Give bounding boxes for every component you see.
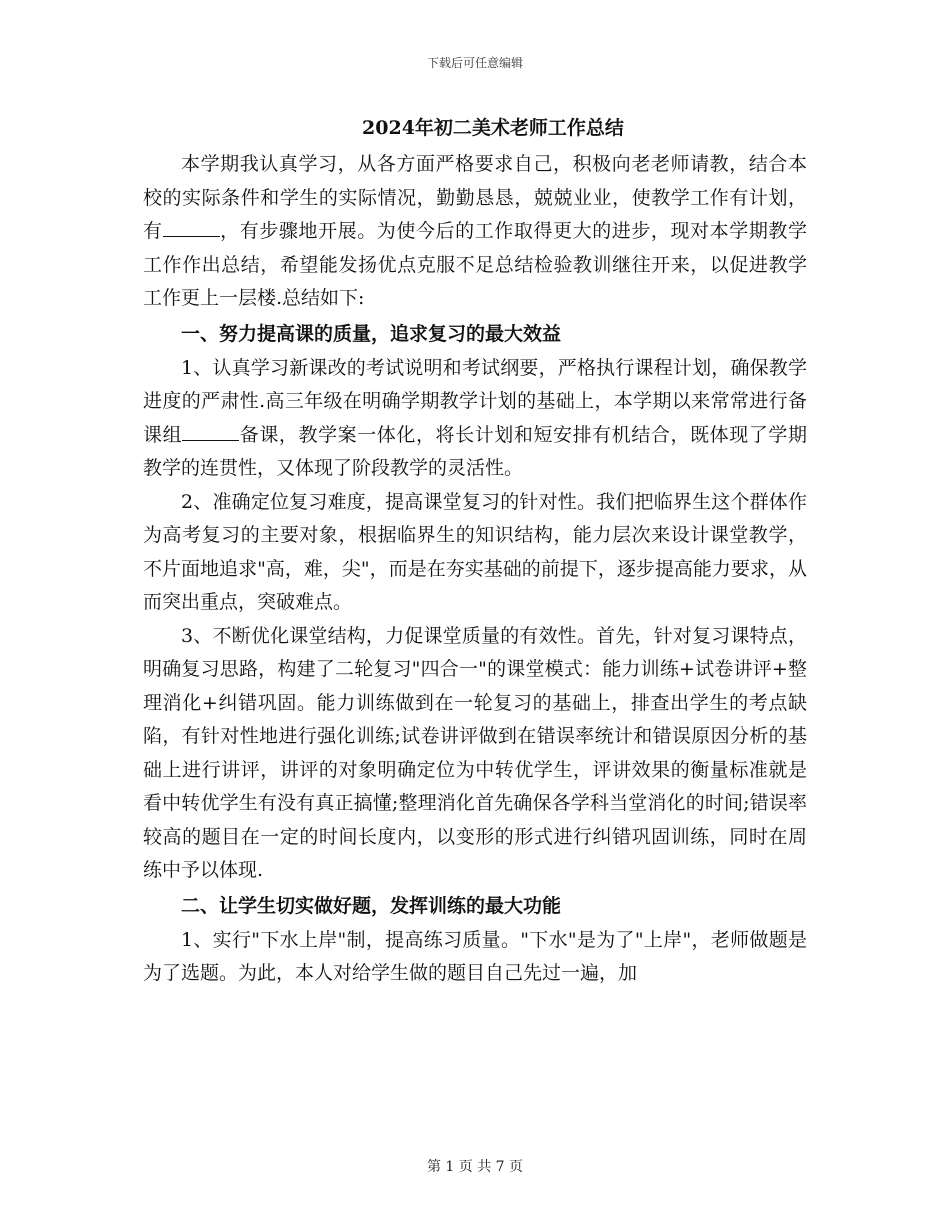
section-heading-2: 二、让学生切实做好题，发挥训练的最大功能: [181, 894, 562, 917]
header-note: 下载后可任意编辑: [426, 56, 523, 70]
section2-paragraph-1: 1、实行"下水上岸"制，提高练习质量。"下水"是为了"上岸"，老师做题是为了选题。为此，本人对给学生做的题目自己先过一遍，加: [143, 928, 807, 984]
intro-text-part1: 本学期我认真学习，从各方面严格要求自己，积极向老老师请教，结合本校的实际条件和学生的实际情况，勤勤恳恳，兢兢业业，使教学工作有计划，有: [143, 153, 807, 242]
section1-paragraph-2: 2、准确定位复习难度，提高课堂复习的针对性。我们把临界生这个群体作为高考复习的主要对象，根据临界生的知识结构，能力层次来设计课堂教学，不片面地追求"高，难，尖"，而是在夯实基础的前提下，逐步提高能力要求，从而突出重点，突破难点。: [143, 490, 807, 613]
fill-in-blank: [182, 421, 239, 441]
intro-paragraph: [143, 148, 807, 316]
section1-paragraph-1: [143, 352, 807, 486]
page-footer: 第 1 页 共 7 页: [426, 1159, 524, 1175]
section1-paragraph-3: 3、不断优化课堂结构，力促课堂质量的有效性。首先，针对复习课特点，明确复习思路，构建了二轮复习"四合一"的课堂模式：能力训练+试卷讲评+整理消化+纠错巩固。能力训练做到在一轮复习的基础上，排查出学生的考点缺陷，有针对性地进行强化训练;试卷讲评做到在错误率统计和错误原因分析的基础上进行讲评，讲评的对象明确定位为中转优学生，评讲效果的衡量标准就是看中转优学生有没有真正搞懂;整理消化首先确保各学科当堂消化的时间;错误率较高的题目在一定的时间长度内，以变形的形式进行纠错巩固训练，同时在周练中予以体现.: [143, 624, 807, 881]
section-heading-1: 一、努力提高课的质量，追求复习的最大效益: [181, 322, 562, 345]
fill-in-blank: [163, 217, 220, 237]
document-body: [143, 116, 807, 991]
section1-p1-text-part1: 1、认真学习新课改的考试说明和考试纲要，严格执行课程计划，确保教学进度的严肃性.高三年级在明确学期教学计划的基础上，本学期以来常常进行备课组: [143, 356, 807, 446]
intro-text-part2: ，有步骤地开展。为使今后的工作取得更大的进步，现对本学期教学工作作出总结，希望能发扬优点克服不足总结检验教训继往开来，以促进教学工作更上一层楼.总结如下:: [143, 220, 807, 309]
document-title: 2024年初二美术老师工作总结: [362, 117, 624, 139]
section1-p1-text-part2: 备课，教学案一体化，将长计划和短安排有机结合，既体现了学期教学的连贯性，又体现了阶段教学的灵活性。: [143, 423, 807, 479]
